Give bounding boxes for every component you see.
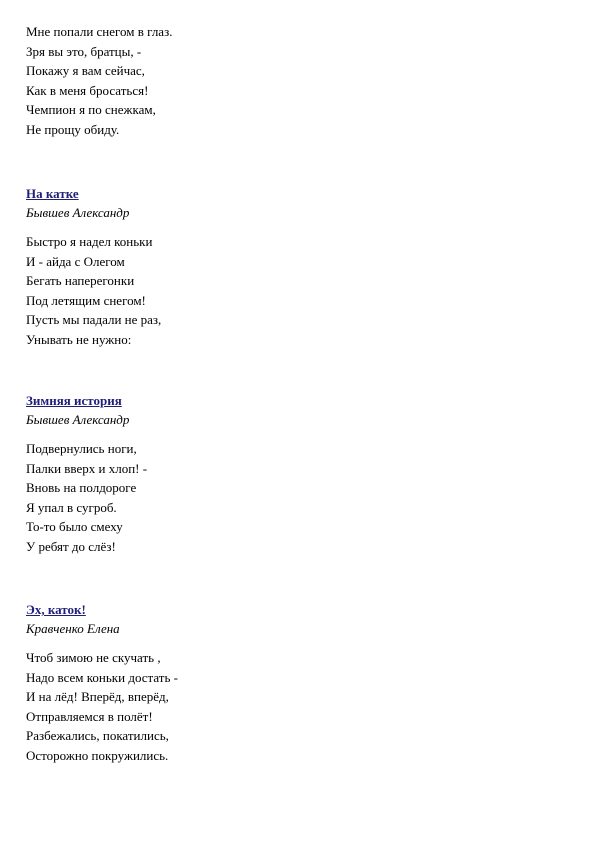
poem-line: Отправляемся в полёт! bbox=[26, 708, 153, 724]
poem-zimnyaya-istoriya bbox=[26, 391, 546, 557]
poem-line: Быстро я надел коньки bbox=[26, 234, 153, 249]
poem-title-link[interactable]: На катке bbox=[26, 186, 79, 201]
poem-line: Я упал в сугроб. bbox=[26, 499, 117, 515]
intro-stanza bbox=[26, 22, 546, 140]
poem-line: Зря вы это, братцы, - bbox=[26, 43, 142, 59]
poem-eh-katok bbox=[26, 600, 546, 766]
poem-line: Вновь на полдороге bbox=[26, 480, 137, 496]
poem-author: Бывшев Александр bbox=[26, 412, 130, 427]
poem-line: Разбежались, покатились, bbox=[26, 728, 169, 744]
poem-author: Кравченко Елена bbox=[26, 621, 120, 636]
poem-title-link[interactable]: Зимняя история bbox=[26, 393, 122, 408]
poem-line: Палки вверх и хлоп! - bbox=[26, 460, 148, 476]
poem-line: У ребят до слёз! bbox=[26, 538, 116, 554]
poem-line: Осторожно покружились. bbox=[26, 747, 169, 763]
poem-line: Чтоб зимою не скучать , bbox=[26, 650, 161, 665]
poem-na-katke bbox=[26, 184, 546, 350]
poem-line: Бегать наперегонки bbox=[26, 273, 135, 289]
poem-line: То-то было смеху bbox=[26, 519, 123, 535]
poem-author: Бывшев Александр bbox=[26, 205, 130, 220]
poem-title-link[interactable]: Эх, каток! bbox=[26, 602, 86, 617]
poem-line: Мне попали снегом в глаз. bbox=[26, 24, 173, 39]
poem-line: И - айда с Олегом bbox=[26, 253, 125, 269]
poem-line: Как в меня бросаться! bbox=[26, 82, 149, 98]
poem-line: Не прощу обиду. bbox=[26, 121, 120, 137]
poem-line: Под летящим снегом! bbox=[26, 292, 146, 308]
poem-line: Унывать не нужно: bbox=[26, 331, 132, 347]
poem-line: Покажу я вам сейчас, bbox=[26, 63, 145, 79]
poem-line: Надо всем коньки достать - bbox=[26, 669, 178, 685]
poem-line: И на лёд! Вперёд, вперёд, bbox=[26, 689, 169, 705]
poem-line: Чемпион я по снежкам, bbox=[26, 102, 156, 118]
poem-line: Подвернулись ноги, bbox=[26, 441, 137, 456]
poem-line: Пусть мы падали не раз, bbox=[26, 312, 162, 328]
